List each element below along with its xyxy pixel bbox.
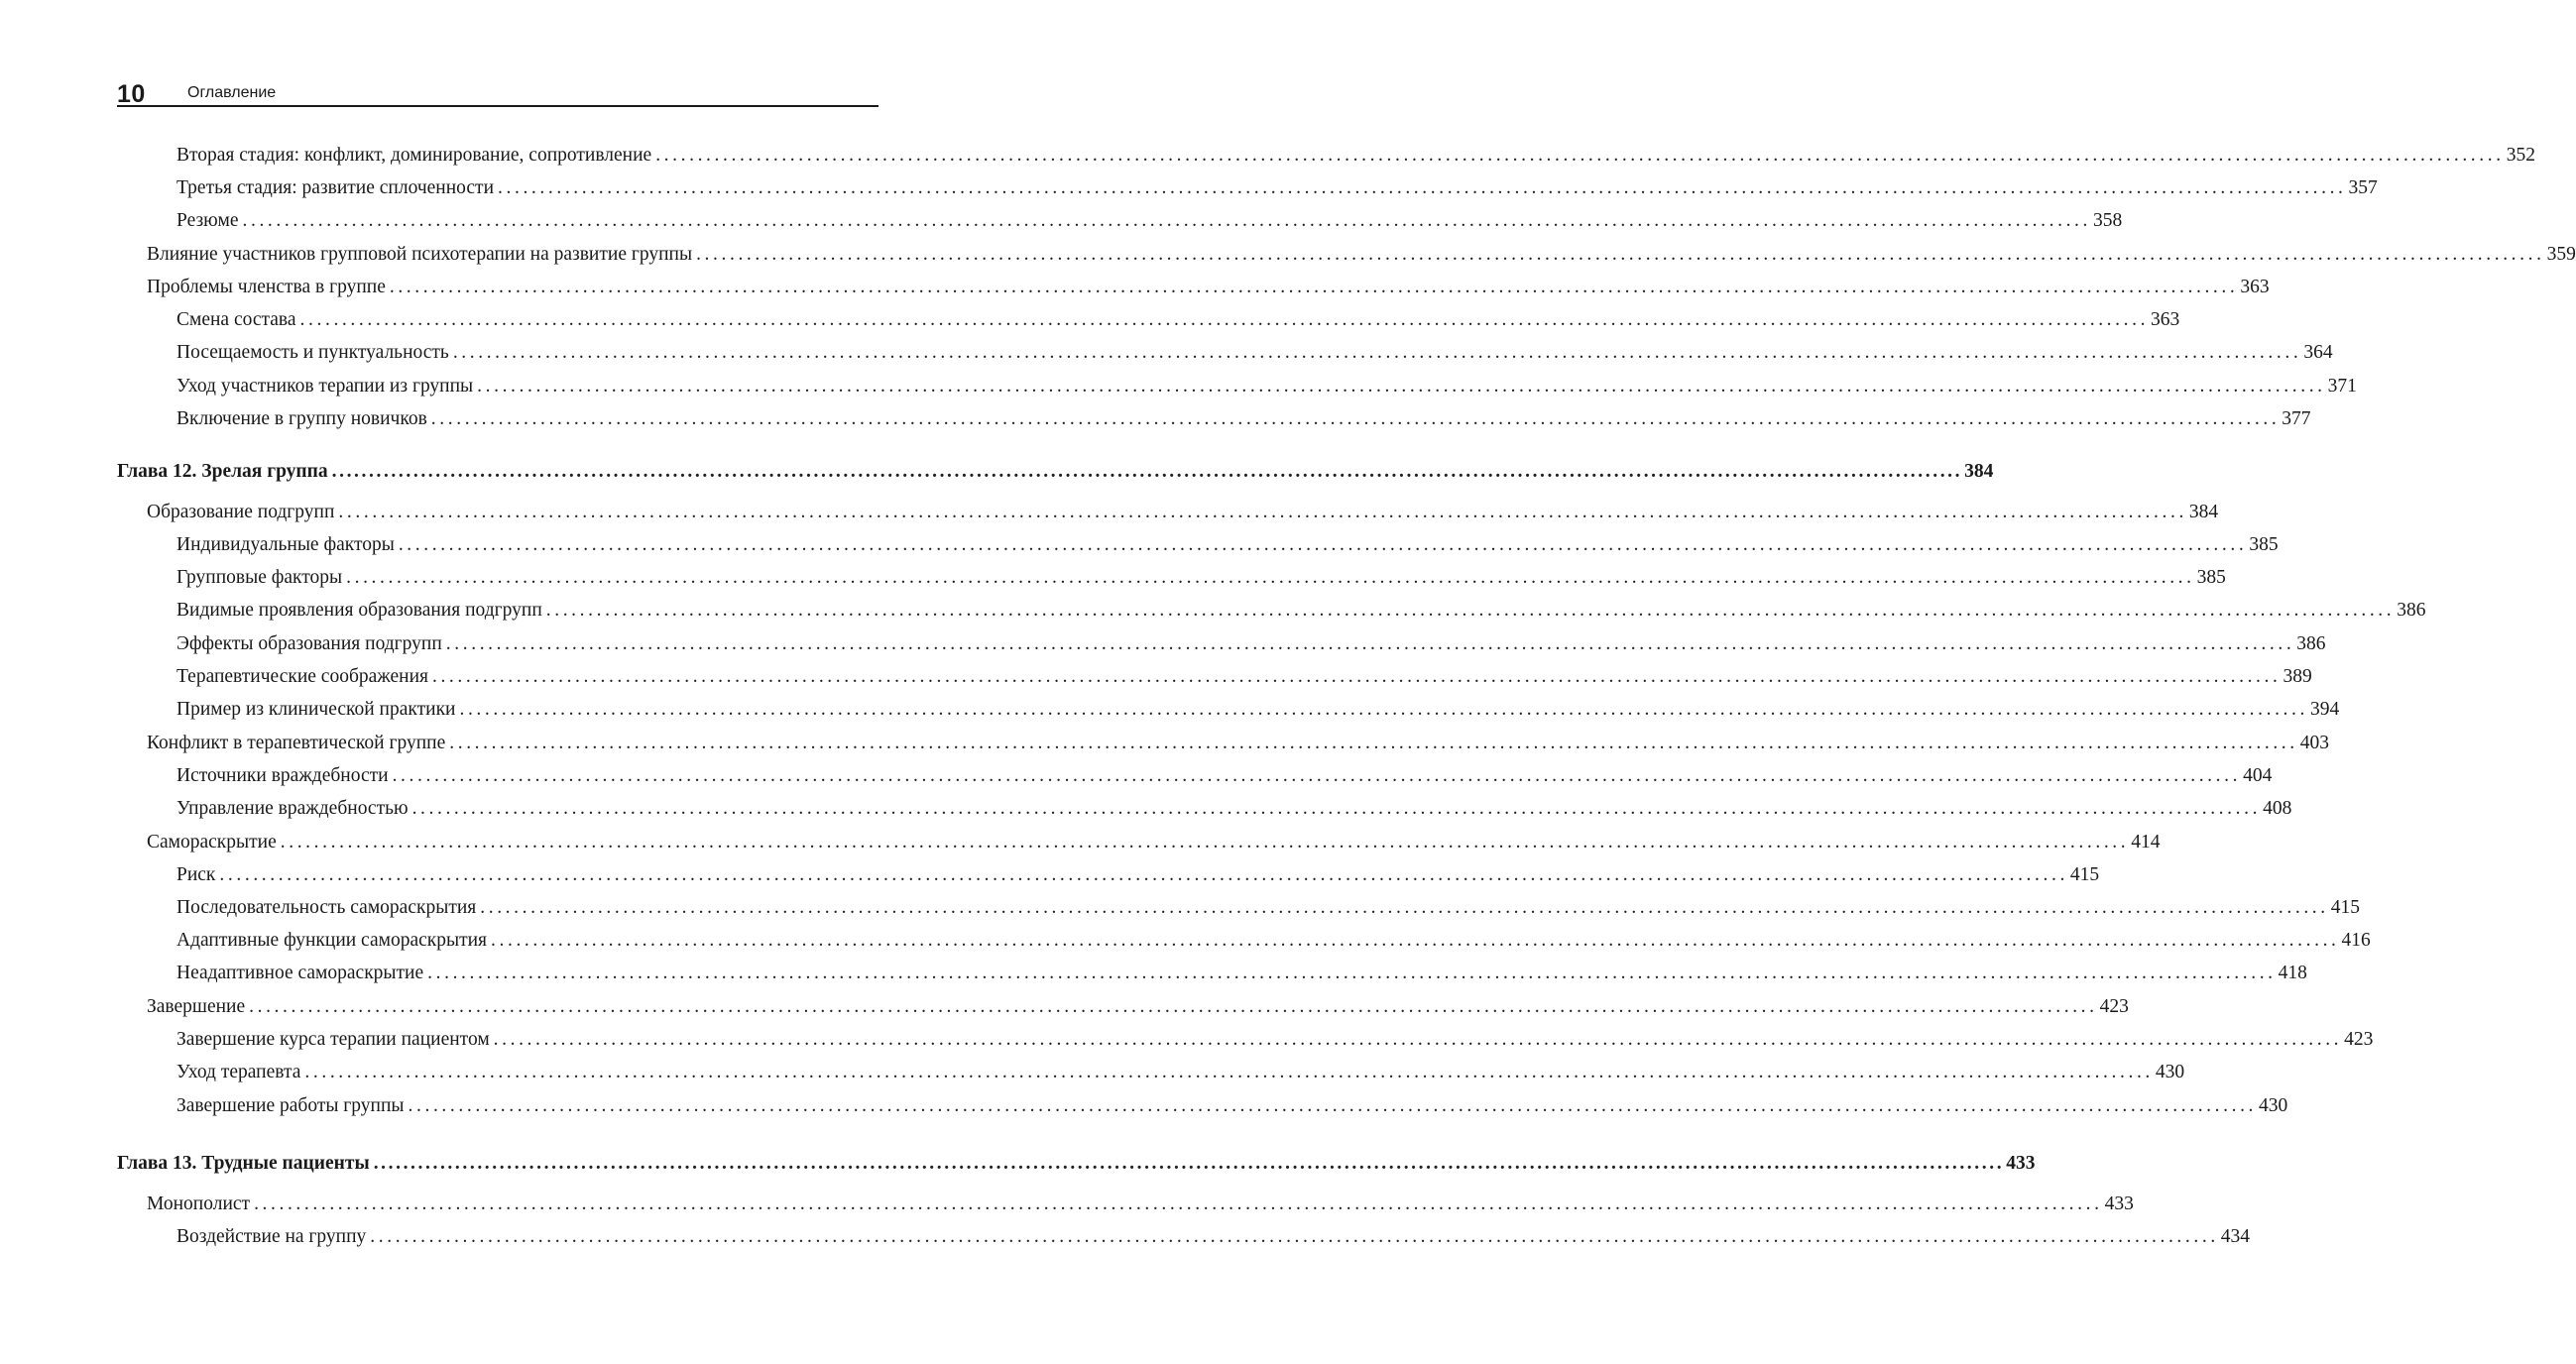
toc-entry-title: Неадаптивное самораскрытие [176,963,424,983]
toc-entry-page: 433 [2104,1194,2134,1214]
toc-entry [176,338,2333,368]
toc-dot-leader: ............................................................................................................................................................................................................................ [331,461,1963,482]
toc-dot-leader: ............................................................................................................................................................................................................................ [449,733,2298,753]
toc-dot-leader: ............................................................................................................................................................................................................................ [392,765,2242,786]
toc-entry [176,404,2311,434]
toc-entry-title: Проблемы членства в группе [147,277,386,297]
toc-entry-page: 363 [2240,277,2270,297]
toc-entry-title: Третья стадия: развитие сплоченности [176,177,495,198]
toc-entry [176,662,2312,692]
toc-entry-title: Завершение курса терапии пациентом [176,1029,490,1050]
toc-entry [176,1025,2374,1055]
toc-entry-page: 416 [2341,930,2371,951]
toc-entry-page: 359 [2546,244,2576,265]
toc-entry [176,794,2292,824]
toc-entry [176,959,2307,988]
toc-dot-leader: ............................................................................................................................................................................................................................ [299,309,2150,330]
toc-dot-leader: ............................................................................................................................................................................................................................ [280,832,2130,852]
toc-dot-leader: ............................................................................................................................................................................................................................ [431,666,2282,687]
toc-entry-page: 384 [1964,461,1994,482]
toc-dot-leader: ............................................................................................................................................................................................................................ [389,277,2239,297]
running-head: Оглавление [187,84,277,101]
toc-entry-page: 363 [2151,309,2180,330]
toc-entry-title: Включение в группу новичков [176,408,427,429]
toc-entry [147,273,2270,302]
toc-entry [176,893,2360,923]
toc-entry-page: 418 [2278,963,2307,983]
toc-entry [176,206,2123,236]
toc-entry [176,1091,2288,1121]
toc-entry [176,141,2535,170]
toc-dot-leader: ............................................................................................................................................................................................................................ [480,897,2329,918]
toc-entry [176,596,2426,625]
toc-entry [147,729,2329,758]
toc-entry-title: Глава 13. Трудные пациенты [117,1153,370,1174]
page-number: 10 [117,80,146,108]
toc-dot-leader: ............................................................................................................................................................................................................................ [477,376,2326,397]
toc-entry-title: Риск [176,864,216,885]
toc-dot-leader: ............................................................................................................................................................................................................................ [430,408,2281,429]
toc-entry-page: 357 [2348,177,2378,198]
toc-dot-leader: ............................................................................................................................................................................................................................ [427,963,2277,983]
toc-entry [147,1190,2134,1219]
toc-entry-page: 386 [2397,600,2426,621]
toc-entry-title: Уход участников терапии из группы [176,376,474,397]
toc-entry-page: 389 [2283,666,2312,687]
toc-entry-page: 433 [2006,1153,2036,1174]
toc-dot-leader: ............................................................................................................................................................................................................................ [498,177,2347,198]
toc-entry [176,860,2100,890]
toc-entry-title: Глава 12. Зрелая группа [117,461,328,482]
toc-dot-leader: ............................................................................................................................................................................................................................ [491,930,2340,951]
toc-dot-leader: ............................................................................................................................................................................................................................ [459,699,2308,720]
toc-entry-page: 423 [2344,1029,2374,1050]
toc-entry [176,305,2180,335]
toc-entry-title: Конфликт в терапевтической группе [147,733,446,753]
toc-entry-title: Завершение работы группы [176,1095,405,1116]
toc-dot-leader: ............................................................................................................................................................................................................................ [249,996,2098,1017]
toc-entry [176,761,2273,791]
toc-entry-page: 371 [2327,376,2357,397]
toc-entry-page: 377 [2282,408,2311,429]
toc-entry-page: 430 [2155,1062,2185,1082]
toc-dot-leader: ............................................................................................................................................................................................................................ [655,145,2505,166]
toc-entry-title: Источники враждебности [176,765,389,786]
toc-entry-page: 434 [2220,1226,2251,1247]
toc-entry [147,992,2129,1022]
toc-entry [147,240,2576,270]
toc-entry-page: 408 [2263,798,2292,819]
toc-entry-page: 415 [2069,864,2100,885]
toc-dot-leader: ............................................................................................................................................................................................................................ [445,633,2295,654]
toc-entry-page: 358 [2093,210,2123,231]
toc-dot-leader: ............................................................................................................................................................................................................................ [373,1153,2005,1174]
toc-entry-title: Влияние участников групповой психотерапии на развитие группы [147,244,693,265]
toc-entry [176,372,2357,401]
toc-entry-title: Эффекты образования подгрупп [176,633,442,654]
toc-entry-page: 386 [2296,633,2326,654]
toc-entry-title: Самораскрытие [147,832,277,852]
toc-entry-title: Видимые проявления образования подгрупп [176,600,542,621]
toc-entry-title: Управление враждебностью [176,798,409,819]
toc-dot-leader: ............................................................................................................................................................................................................................ [338,502,2187,522]
toc-entry [176,926,2371,956]
toc-entry-page: 414 [2131,832,2161,852]
toc-dot-leader: ............................................................................................................................................................................................................................ [411,798,2262,819]
toc-entry [176,563,2226,593]
toc-entry-page: 394 [2309,699,2340,720]
toc-dot-leader: ............................................................................................................................................................................................................................ [346,567,2195,588]
toc-entry-title: Терапевтические соображения [176,666,428,687]
toc-entry-page: 430 [2259,1095,2288,1116]
toc-dot-leader: ............................................................................................................................................................................................................................ [696,244,2545,265]
toc-entry-title: Уход терапевта [176,1062,301,1082]
toc-entry-title: Смена состава [176,309,296,330]
toc-entry [176,1058,2185,1087]
toc-entry-title: Резюме [176,210,239,231]
toc-entry-title: Адаптивные функции самораскрытия [176,930,488,951]
toc-dot-leader: ............................................................................................................................................................................................................................ [545,600,2396,621]
toc-entry-page: 415 [2330,897,2360,918]
toc-entry-page: 385 [2196,567,2226,588]
toc-entry [176,629,2326,659]
toc-entry-page: 364 [2303,342,2333,363]
toc-entry-title: Завершение [147,996,246,1017]
toc-dot-leader: ............................................................................................................................................................................................................................ [254,1194,2103,1214]
toc-entry-title: Групповые факторы [176,567,343,588]
toc-entry-title: Образование подгрупп [147,502,335,522]
toc-entry-page: 352 [2506,145,2535,166]
toc-entry-page: 423 [2099,996,2129,1017]
toc-entry-page: 384 [2188,502,2219,522]
toc-entry-title: Пример из клинической практики [176,699,456,720]
toc-chapter [117,457,1994,487]
toc-entry [176,1222,2251,1252]
toc-entry [147,498,2219,527]
toc-entry-title: Индивидуальные факторы [176,534,395,555]
toc-dot-leader: ............................................................................................................................................................................................................................ [304,1062,2154,1082]
toc-entry-title: Последовательность самораскрытия [176,897,477,918]
toc-dot-leader: ............................................................................................................................................................................................................................ [452,342,2302,363]
toc-dot-leader: ............................................................................................................................................................................................................................ [219,864,2068,885]
toc-dot-leader: ............................................................................................................................................................................................................................ [493,1029,2343,1050]
toc-entry-page: 403 [2299,733,2329,753]
toc-entry-title: Вторая стадия: конфликт, доминирование, сопротивление [176,145,652,166]
toc-entry [176,173,2378,203]
toc-dot-leader: ............................................................................................................................................................................................................................ [398,534,2248,555]
toc-entry [176,695,2340,725]
toc-entry-title: Посещаемость и пунктуальность [176,342,449,363]
toc-chapter [117,1149,2036,1179]
toc-entry-title: Воздействие на группу [176,1226,367,1247]
toc-dot-leader: ............................................................................................................................................................................................................................ [408,1095,2258,1116]
toc-dot-leader: ............................................................................................................................................................................................................................ [370,1226,2219,1247]
toc-entry-page: 404 [2243,765,2273,786]
toc-entry [147,828,2161,857]
toc-entry-title: Монополист [147,1194,251,1214]
toc-entry-page: 385 [2249,534,2279,555]
toc-dot-leader: ............................................................................................................................................................................................................................ [242,210,2091,231]
toc-entry [176,530,2279,560]
